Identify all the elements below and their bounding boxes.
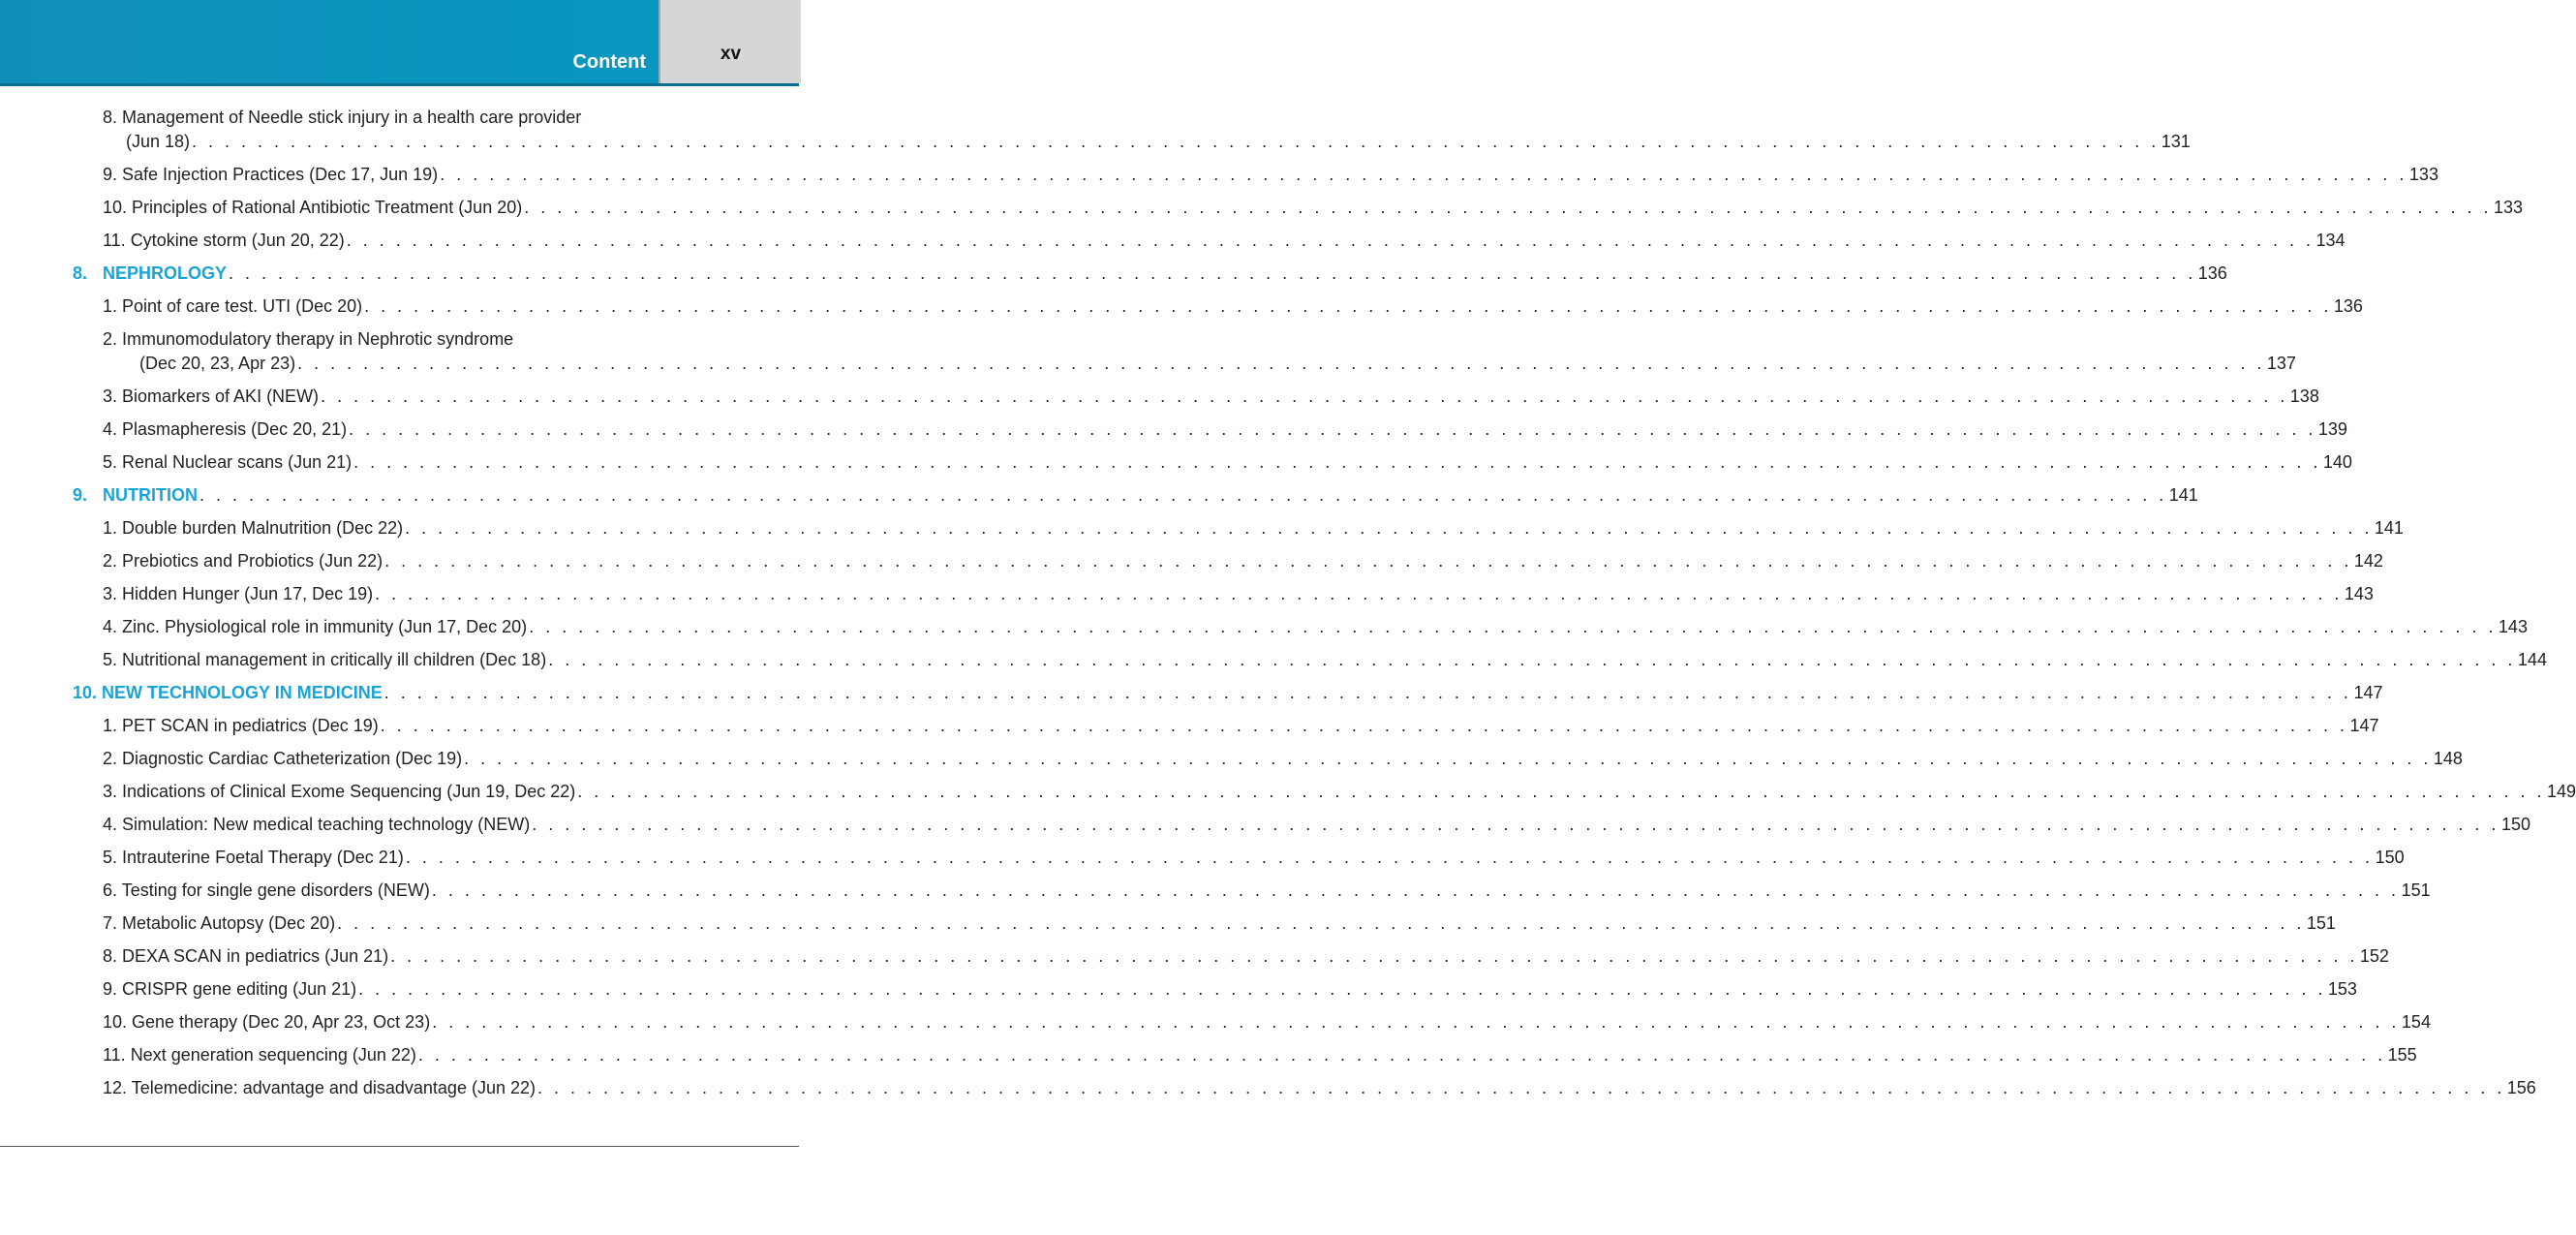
entry-title: 10. Principles of Rational Antibiotic Treatment (Jun 20) [103, 198, 523, 217]
entry-page-number: 147 [2349, 716, 2379, 735]
entry-title: NEPHROLOGY [103, 263, 228, 283]
entry-page-number: 147 [2353, 683, 2383, 702]
entry-title: 2. Diagnostic Cardiac Catheterization (Dec 19) [103, 749, 463, 768]
entry-page-number: 133 [2493, 198, 2524, 217]
toc-entry[interactable] [0, 294, 2363, 327]
section-title: Content [572, 51, 646, 73]
dot-leader: . . . . . . . . . . . . . . . . . . . . . . . . . . . . . . . . . . . . . . . . . . . . . . . . . . . . . . . . . . . . . . . . . . . . . . . . . . . . . . . . . . . . . . . . . . . . . . . . . . . . . . . . . . . . . . . . . . . . . . . . [337, 913, 2305, 933]
dot-leader: . . . . . . . . . . . . . . . . . . . . . . . . . . . . . . . . . . . . . . . . . . . . . . . . . . . . . . . . . . . . . . . . . . . . . . . . . . . . . . . . . . . . . . . . . . . . . . . . . . . . . . . . . . . . . . . . . . . . . . . . [537, 1078, 2505, 1097]
entry-page-number: 131 [2161, 132, 2191, 151]
toc-entry[interactable] [0, 1076, 2536, 1109]
dot-leader: . . . . . . . . . . . . . . . . . . . . . . . . . . . . . . . . . . . . . . . . . . . . . . . . . . . . . . . . . . . . . . . . . . . . . . . . . . . . . . . . . . . . . . . . . . . . . . . . . . . . . . . . . . . . . . . . . . . . . . . . [349, 419, 2316, 439]
dot-leader: . . . . . . . . . . . . . . . . . . . . . . . . . . . . . . . . . . . . . . . . . . . . . . . . . . . . . . . . . . . . . . . . . . . . . . . . . . . . . . . . . . . . . . . . . . . . . . . . . . . . . . . . . . . . . . . . . . . . . . . . [346, 231, 2315, 250]
entry-page-number: 143 [2498, 617, 2528, 636]
dot-leader: . . . . . . . . . . . . . . . . . . . . . . . . . . . . . . . . . . . . . . . . . . . . . . . . . . . . . . . . . . . . . . . . . . . . . . . . . . . . . . . . . . . . . . . . . . . . . . . . . . . . . . . . . . . . . . . . . . . . . . . . [529, 617, 2497, 636]
toc-entry[interactable] [0, 780, 2576, 813]
entry-title: 11. Next generation sequencing (Jun 22) [103, 1045, 416, 1065]
dot-leader: . . . . . . . . . . . . . . . . . . . . . . . . . . . . . . . . . . . . . . . . . . . . . . . . . . . . . . . . . . . . . . . . . . . . . . . . . . . . . . . . . . . . . . . . . . . . . . . . . . . . . . . . . . . . . . . . . . . . . . . . [364, 296, 2332, 316]
entry-title: 6. Testing for single gene disorders (NEW) [103, 880, 430, 900]
dot-leader: . . . . . . . . . . . . . . . . . . . . . . . . . . . . . . . . . . . . . . . . . . . . . . . . . . . . . . . . . . . . . . . . . . . . . . . . . . . . . . . . . . . . . . . . . . . . . . . . . . . . . . . . . . . . . . . . . . . . . . . . [358, 979, 2326, 999]
entry-page-number: 139 [2317, 419, 2347, 439]
toc-entry[interactable] [0, 1010, 2431, 1043]
dot-leader: . . . . . . . . . . . . . . . . . . . . . . . . . . . . . . . . . . . . . . . . . . . . . . . . . . . . . . . . . . . . . . . . . . . . . . . . . . . . . . . . . . . . . . . . . . . . . . . . . . . . . . . . . . . . . . . . . . . . . . . . [577, 782, 2546, 801]
dot-leader: . . . . . . . . . . . . . . . . . . . . . . . . . . . . . . . . . . . . . . . . . . . . . . . . . . . . . . . . . . . . . . . . . . . . . . . . . . . . . . . . . . . . . . . . . . . . . . . . . . . . . . . . . . . . . . . . . . . . . . . . [229, 263, 2196, 283]
toc-entry[interactable] [0, 385, 2319, 417]
entry-title-line: 8. Management of Needle stick injury in a health care provider [103, 108, 582, 127]
entry-title: 11. Cytokine storm (Jun 20, 22) [103, 231, 345, 250]
entry-page-number: 142 [2353, 551, 2383, 571]
dot-leader: . . . . . . . . . . . . . . . . . . . . . . . . . . . . . . . . . . . . . . . . . . . . . . . . . . . . . . . . . . . . . . . . . . . . . . . . . . . . . . . . . . . . . . . . . . . . . . . . . . . . . . . . . . . . . . . . . . . . . . . . [524, 198, 2492, 217]
entry-title: 5. Nutritional management in critically ill children (Dec 18) [103, 650, 547, 669]
entry-page-number: 155 [2387, 1045, 2417, 1065]
toc-section-heading[interactable] [0, 262, 2227, 294]
toc-entry[interactable] [0, 1043, 2417, 1076]
toc-entry[interactable] [0, 450, 2352, 483]
entry-title: 4. Plasmapheresis (Dec 20, 21) [103, 419, 348, 439]
entry-title-line: 2. Immunomodulatory therapy in Nephrotic syndrome [103, 329, 514, 349]
entry-page-number: 138 [2289, 386, 2319, 406]
entry-title: 10. Gene therapy (Dec 20, Apr 23, Oct 23) [103, 1012, 431, 1032]
dot-leader: . . . . . . . . . . . . . . . . . . . . . . . . . . . . . . . . . . . . . . . . . . . . . . . . . . . . . . . . . . . . . . . . . . . . . . . . . . . . . . . . . . . . . . . . . . . . . . . . . . . . . . . . . . . . . . . . . . . . . . . . [297, 354, 2265, 373]
entry-title: 9. Safe Injection Practices (Dec 17, Jun 19) [103, 165, 439, 184]
dot-leader: . . . . . . . . . . . . . . . . . . . . . . . . . . . . . . . . . . . . . . . . . . . . . . . . . . . . . . . . . . . . . . . . . . . . . . . . . . . . . . . . . . . . . . . . . . . . . . . . . . . . . . . . . . . . . . . . . . . . . . . . [383, 683, 2352, 702]
dot-leader: . . . . . . . . . . . . . . . . . . . . . . . . . . . . . . . . . . . . . . . . . . . . . . . . . . . . . . . . . . . . . . . . . . . . . . . . . . . . . . . . . . . . . . . . . . . . . . . . . . . . . . . . . . . . . . . . . . . . . . . . [353, 452, 2321, 472]
toc-entry[interactable] [0, 229, 2346, 262]
dot-leader: . . . . . . . . . . . . . . . . . . . . . . . . . . . . . . . . . . . . . . . . . . . . . . . . . . . . . . . . . . . . . . . . . . . . . . . . . . . . . . . . . . . . . . . . . . . . . . . . . . . . . . . . . . . . . . . . . . . . . . . . [390, 946, 2358, 966]
entry-title: 5. Renal Nuclear scans (Jun 21) [103, 452, 353, 472]
entry-page-number: 151 [2306, 913, 2336, 933]
toc-entry[interactable] [0, 163, 2438, 196]
entry-title: 2. Prebiotics and Probiotics (Jun 22) [103, 551, 383, 571]
entry-title: 10. NEW TECHNOLOGY IN MEDICINE [73, 683, 383, 702]
toc-entry[interactable] [0, 813, 2530, 846]
entry-title: 1. Point of care test. UTI (Dec 20) [103, 296, 363, 316]
entry-page-number: 137 [2266, 354, 2296, 373]
entry-page-number: 134 [2315, 231, 2346, 250]
entry-page-number: 150 [2375, 848, 2405, 867]
entry-page-number: 143 [2344, 584, 2374, 603]
dot-leader: . . . . . . . . . . . . . . . . . . . . . . . . . . . . . . . . . . . . . . . . . . . . . . . . . . . . . . . . . . . . . . . . . . . . . . . . . . . . . . . . . . . . . . . . . . . . . . . . . . . . . . . . . . . . . . . . . . . . . . . . [548, 650, 2516, 669]
entry-page-number: 149 [2547, 782, 2576, 801]
dot-leader: . . . . . . . . . . . . . . . . . . . . . . . . . . . . . . . . . . . . . . . . . . . . . . . . . . . . . . . . . . . . . . . . . . . . . . . . . . . . . . . . . . . . . . . . . . . . . . . . . . . . . . . . . . . . . . . . . . . . . . . . [431, 880, 2400, 900]
toc-section-heading[interactable] [0, 681, 2383, 714]
dot-leader: . . . . . . . . . . . . . . . . . . . . . . . . . . . . . . . . . . . . . . . . . . . . . . . . . . . . . . . . . . . . . . . . . . . . . . . . . . . . . . . . . . . . . . . . . . . . . . . . . . . . . . . . . . . . . . . . . . . . . . . . [405, 518, 2373, 538]
toc-entry[interactable] [0, 714, 2379, 747]
entry-page-number: 152 [2359, 946, 2389, 966]
section-number: 9. [73, 485, 88, 505]
page-number: xv [720, 44, 742, 64]
table-of-contents [0, 106, 2576, 1109]
dot-leader: . . . . . . . . . . . . . . . . . . . . . . . . . . . . . . . . . . . . . . . . . . . . . . . . . . . . . . . . . . . . . . . . . . . . . . . . . . . . . . . . . . . . . . . . . . . . . . . . . . . . . . . . . . . . . . . . . . . . . . . . [532, 815, 2499, 834]
toc-entry[interactable] [0, 196, 2524, 229]
entry-title: NUTRITION [103, 485, 198, 505]
dot-leader: . . . . . . . . . . . . . . . . . . . . . . . . . . . . . . . . . . . . . . . . . . . . . . . . . . . . . . . . . . . . . . . . . . . . . . . . . . . . . . . . . . . . . . . . . . . . . . . . . . . . . . . . . . . . . . . . . . . . . . . . [464, 749, 2432, 768]
dot-leader: . . . . . . . . . . . . . . . . . . . . . . . . . . . . . . . . . . . . . . . . . . . . . . . . . . . . . . . . . . . . . . . . . . . . . . . . . . . . . . . . . . . . . . . . . . . . . . . . . . . . . . . . . . . . . . . . . . . . . . . . [440, 165, 2407, 184]
entry-title: 8. DEXA SCAN in pediatrics (Jun 21) [103, 946, 389, 966]
entry-page-number: 148 [2433, 749, 2463, 768]
entry-page-number: 154 [2401, 1012, 2431, 1032]
entry-page-number: 141 [2168, 485, 2198, 505]
entry-page-number: 151 [2401, 880, 2431, 900]
entry-title: 7. Metabolic Autopsy (Dec 20) [103, 913, 336, 933]
dot-leader: . . . . . . . . . . . . . . . . . . . . . . . . . . . . . . . . . . . . . . . . . . . . . . . . . . . . . . . . . . . . . . . . . . . . . . . . . . . . . . . . . . . . . . . . . . . . . . . . . . . . . . . . . . . . . . . . . . . . . . . . [321, 386, 2288, 406]
entry-title: 3. Indications of Clinical Exome Sequencing (Jun 19, Dec 22) [103, 782, 576, 801]
entry-page-number: 156 [2506, 1078, 2536, 1097]
toc-entry[interactable] [0, 747, 2463, 780]
entry-title: (Dec 20, 23, Apr 23) [139, 354, 296, 373]
entry-title: 3. Biomarkers of AKI (NEW) [103, 386, 320, 406]
dot-leader: . . . . . . . . . . . . . . . . . . . . . . . . . . . . . . . . . . . . . . . . . . . . . . . . . . . . . . . . . . . . . . . . . . . . . . . . . . . . . . . . . . . . . . . . . . . . . . . . . . . . . . . . . . . . . . . . . . . . . . . . [380, 716, 2348, 735]
page-number-box [659, 0, 801, 83]
dot-leader: . . . . . . . . . . . . . . . . . . . . . . . . . . . . . . . . . . . . . . . . . . . . . . . . . . . . . . . . . . . . . . . . . . . . . . . . . . . . . . . . . . . . . . . . . . . . . . . . . . . . . . . . . . . . . . . . . . . . . . . . [417, 1045, 2386, 1065]
toc-entry[interactable] [0, 977, 2357, 1010]
entry-page-number: 153 [2327, 979, 2357, 999]
toc-entry[interactable] [0, 615, 2528, 648]
toc-section-heading[interactable] [0, 483, 2198, 516]
dot-leader: . . . . . . . . . . . . . . . . . . . . . . . . . . . . . . . . . . . . . . . . . . . . . . . . . . . . . . . . . . . . . . . . . . . . . . . . . . . . . . . . . . . . . . . . . . . . . . . . . . . . . . . . . . . . . . . . . . . . . . . . [375, 584, 2343, 603]
toc-entry[interactable] [0, 327, 2296, 385]
toc-entry[interactable] [0, 648, 2547, 681]
entry-title: 9. CRISPR gene editing (Jun 21) [103, 979, 357, 999]
toc-entry[interactable] [0, 879, 2431, 911]
dot-leader: . . . . . . . . . . . . . . . . . . . . . . . . . . . . . . . . . . . . . . . . . . . . . . . . . . . . . . . . . . . . . . . . . . . . . . . . . . . . . . . . . . . . . . . . . . . . . . . . . . . . . . . . . . . . . . . . . . . . . . . . [199, 485, 2167, 505]
toc-entry[interactable] [0, 516, 2404, 549]
entry-page-number: 140 [2322, 452, 2352, 472]
entry-title: 12. Telemedicine: advantage and disadvantage (Jun 22) [103, 1078, 536, 1097]
entry-title: 1. PET SCAN in pediatrics (Dec 19) [103, 716, 379, 735]
toc-entry[interactable] [0, 106, 2191, 163]
entry-title: 4. Simulation: New medical teaching technology (NEW) [103, 815, 531, 834]
entry-title: 4. Zinc. Physiological role in immunity (Jun 17, Dec 20) [103, 617, 528, 636]
dot-leader: . . . . . . . . . . . . . . . . . . . . . . . . . . . . . . . . . . . . . . . . . . . . . . . . . . . . . . . . . . . . . . . . . . . . . . . . . . . . . . . . . . . . . . . . . . . . . . . . . . . . . . . . . . . . . . . . . . . . . . . . [405, 848, 2374, 867]
toc-entry[interactable] [0, 417, 2347, 450]
footer-divider [0, 1146, 799, 1147]
entry-title: 5. Intrauterine Foetal Therapy (Dec 21) [103, 848, 404, 867]
entry-page-number: 141 [2374, 518, 2404, 538]
dot-leader: . . . . . . . . . . . . . . . . . . . . . . . . . . . . . . . . . . . . . . . . . . . . . . . . . . . . . . . . . . . . . . . . . . . . . . . . . . . . . . . . . . . . . . . . . . . . . . . . . . . . . . . . . . . . . . . . . . . . . . . . [384, 551, 2352, 571]
entry-page-number: 136 [2197, 263, 2227, 283]
dot-leader: . . . . . . . . . . . . . . . . . . . . . . . . . . . . . . . . . . . . . . . . . . . . . . . . . . . . . . . . . . . . . . . . . . . . . . . . . . . . . . . . . . . . . . . . . . . . . . . . . . . . . . . . . . . . . . . . . . . . . . . . [192, 132, 2160, 151]
entry-title: (Jun 18) [126, 132, 191, 151]
dot-leader: . . . . . . . . . . . . . . . . . . . . . . . . . . . . . . . . . . . . . . . . . . . . . . . . . . . . . . . . . . . . . . . . . . . . . . . . . . . . . . . . . . . . . . . . . . . . . . . . . . . . . . . . . . . . . . . . . . . . . . . . [432, 1012, 2400, 1032]
toc-entry[interactable] [0, 582, 2374, 615]
entry-title: 1. Double burden Malnutrition (Dec 22) [103, 518, 404, 538]
toc-entry[interactable] [0, 846, 2405, 879]
entry-page-number: 133 [2408, 165, 2438, 184]
toc-entry[interactable] [0, 911, 2336, 944]
section-number: 8. [73, 263, 88, 283]
toc-entry[interactable] [0, 549, 2383, 582]
entry-page-number: 150 [2500, 815, 2530, 834]
entry-title: 3. Hidden Hunger (Jun 17, Dec 19) [103, 584, 374, 603]
entry-page-number: 136 [2333, 296, 2363, 316]
entry-page-number: 144 [2517, 650, 2547, 669]
toc-entry[interactable] [0, 944, 2389, 977]
